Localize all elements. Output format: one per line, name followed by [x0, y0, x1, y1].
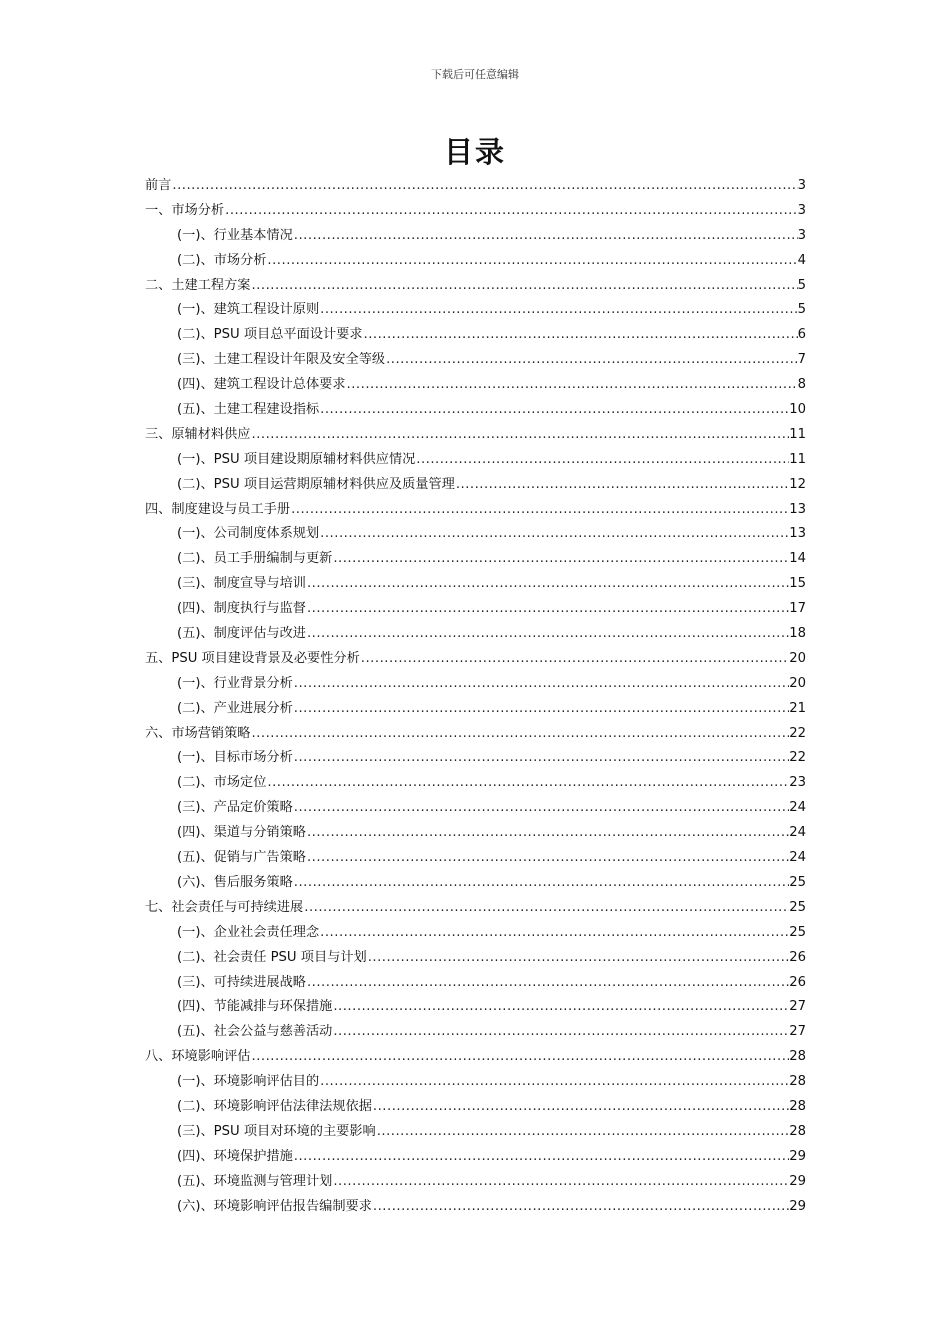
toc-leader-dots — [293, 746, 789, 771]
toc-leader-dots — [346, 373, 798, 398]
toc-entry[interactable] — [145, 547, 806, 572]
toc-entry-page: 10 — [789, 402, 806, 418]
toc-leader-dots — [319, 1070, 789, 1095]
toc-entry[interactable] — [145, 473, 806, 498]
toc-entry[interactable] — [145, 498, 806, 523]
toc-entry-page: 3 — [797, 178, 806, 193]
toc-entry-page: 3 — [797, 227, 806, 243]
toc-entry[interactable] — [145, 647, 806, 672]
toc-leader-dots — [372, 1095, 789, 1120]
toc-entry-label: 六、市场营销策略 — [145, 725, 251, 741]
toc-entry[interactable] — [145, 423, 806, 448]
toc-entry-label: (一)、建筑工程设计原则 — [177, 302, 320, 318]
toc-entry[interactable] — [145, 572, 806, 597]
toc-entry-label: (一)、目标市场分析 — [177, 750, 293, 766]
toc-entry[interactable] — [145, 1195, 806, 1220]
toc-entry-label: (四)、建筑工程设计总体要求 — [177, 377, 346, 393]
toc-entry[interactable] — [145, 697, 806, 722]
toc-entry[interactable] — [145, 274, 806, 299]
toc-entry[interactable] — [145, 1020, 806, 1045]
toc-leader-dots — [306, 971, 789, 996]
toc-leader-dots — [224, 199, 797, 224]
toc-leader-dots — [367, 946, 790, 971]
toc-entry-label: (二)、环境影响评估法律法规依据 — [177, 1098, 372, 1114]
toc-entry[interactable] — [145, 796, 806, 821]
toc-entry-page: 20 — [789, 675, 806, 691]
toc-entry[interactable] — [145, 746, 806, 771]
toc-entry-label: 七、社会责任与可持续进展 — [145, 899, 304, 915]
toc-entry-page: 28 — [789, 1049, 806, 1065]
toc-entry-label: (一)、PSU 项目建设期原辅材料供应情况 — [177, 451, 416, 467]
toc-entry-label: (二)、市场定位 — [177, 775, 267, 791]
toc-entry-label: (一)、行业基本情况 — [177, 227, 293, 243]
toc-leader-dots — [303, 896, 789, 921]
toc-entry[interactable] — [145, 1120, 806, 1145]
toc-leader-dots — [251, 423, 790, 448]
toc-entry-page: 24 — [789, 825, 806, 841]
toc-leader-dots — [293, 672, 789, 697]
toc-entry-page: 28 — [789, 1074, 806, 1090]
toc-entry-label: (二)、PSU 项目总平面设计要求 — [177, 327, 363, 343]
toc-entry-label: 三、原辅材料供应 — [145, 426, 251, 442]
toc-entry-label: (三)、产品定价策略 — [177, 800, 293, 816]
toc-leader-dots — [290, 498, 789, 523]
toc-entry-label: (一)、环境影响评估目的 — [177, 1074, 320, 1090]
toc-entry-label: (三)、制度宣导与培训 — [177, 576, 306, 592]
toc-leader-dots — [306, 821, 789, 846]
toc-entry-page: 23 — [789, 775, 806, 791]
toc-entry-page: 26 — [789, 949, 806, 965]
toc-leader-dots — [363, 323, 798, 348]
toc-entry-label: (四)、节能减排与环保措施 — [177, 999, 333, 1015]
toc-entry-label: (五)、促销与广告策略 — [177, 850, 306, 866]
table-of-contents — [145, 174, 806, 1219]
toc-leader-dots — [376, 1120, 790, 1145]
toc-entry-label: 四、制度建设与员工手册 — [145, 501, 291, 517]
toc-entry[interactable] — [145, 1145, 806, 1170]
toc-entry-label: (五)、土建工程建设指标 — [177, 402, 320, 418]
toc-entry-label: 五、PSU 项目建设背景及必要性分析 — [145, 650, 360, 666]
toc-leader-dots — [306, 572, 789, 597]
toc-entry-page: 6 — [797, 327, 806, 343]
toc-entry-page: 22 — [789, 725, 806, 741]
toc-leader-dots — [293, 697, 789, 722]
toc-entry-page: 29 — [789, 1148, 806, 1164]
toc-entry[interactable] — [145, 224, 806, 249]
toc-entry[interactable] — [145, 249, 806, 274]
toc-entry-page: 15 — [789, 576, 806, 592]
toc-entry-page: 27 — [789, 999, 806, 1015]
toc-entry-page: 24 — [789, 850, 806, 866]
toc-entry-page: 25 — [789, 924, 806, 940]
toc-leader-dots — [293, 796, 789, 821]
toc-entry-page: 24 — [789, 800, 806, 816]
toc-entry[interactable] — [145, 1070, 806, 1095]
toc-entry-label: (五)、社会公益与慈善活动 — [177, 1024, 333, 1040]
toc-entry-page: 5 — [797, 302, 806, 318]
toc-entry-page: 29 — [789, 1198, 806, 1214]
toc-entry[interactable] — [145, 348, 806, 373]
toc-entry-page: 5 — [797, 277, 806, 293]
toc-entry[interactable] — [145, 871, 806, 896]
toc-entry[interactable] — [145, 298, 806, 323]
toc-entry-page: 21 — [789, 700, 806, 716]
toc-entry-label: (四)、制度执行与监督 — [177, 601, 306, 617]
toc-entry-page: 28 — [789, 1098, 806, 1114]
toc-entry-label: (二)、PSU 项目运营期原辅材料供应及质量管理 — [177, 476, 455, 492]
toc-entry[interactable] — [145, 1170, 806, 1195]
toc-leader-dots — [306, 597, 789, 622]
toc-entry[interactable] — [145, 722, 806, 747]
toc-leader-dots — [332, 1170, 789, 1195]
toc-entry-label: (二)、市场分析 — [177, 252, 267, 268]
toc-entry-page: 4 — [797, 252, 806, 268]
toc-entry-label: (五)、制度评估与改进 — [177, 626, 306, 642]
toc-entry-page: 14 — [789, 551, 806, 567]
toc-entry-page: 13 — [789, 526, 806, 542]
toc-entry-page: 18 — [789, 626, 806, 642]
toc-entry[interactable] — [145, 771, 806, 796]
toc-entry-page: 25 — [789, 874, 806, 890]
toc-entry[interactable] — [145, 995, 806, 1020]
toc-entry[interactable] — [145, 946, 806, 971]
toc-leader-dots — [171, 174, 797, 199]
toc-leader-dots — [306, 622, 789, 647]
toc-entry[interactable] — [145, 1095, 806, 1120]
toc-entry-label: 一、市场分析 — [145, 202, 225, 218]
toc-entry-label: 二、土建工程方案 — [145, 277, 251, 293]
toc-leader-dots — [319, 522, 789, 547]
toc-leader-dots — [266, 249, 797, 274]
toc-leader-dots — [332, 1020, 789, 1045]
toc-entry-page: 12 — [789, 476, 806, 492]
toc-entry[interactable] — [145, 1045, 806, 1070]
toc-entry-page: 7 — [797, 352, 806, 368]
toc-entry[interactable] — [145, 672, 806, 697]
toc-entry-label: (三)、土建工程设计年限及安全等级 — [177, 352, 386, 368]
toc-entry-label: (二)、产业进展分析 — [177, 700, 293, 716]
toc-entry[interactable] — [145, 398, 806, 423]
toc-entry-label: (一)、公司制度体系规划 — [177, 526, 320, 542]
toc-entry[interactable] — [145, 597, 806, 622]
toc-entry-label: (四)、环境保护措施 — [177, 1148, 293, 1164]
toc-entry-label: (一)、企业社会责任理念 — [177, 924, 320, 940]
toc-leader-dots — [332, 995, 789, 1020]
toc-entry-page: 22 — [789, 750, 806, 766]
toc-entry[interactable] — [145, 199, 806, 224]
page-header: 下载后可任意编辑 — [431, 68, 519, 81]
toc-entry[interactable] — [145, 971, 806, 996]
toc-entry-page: 26 — [789, 974, 806, 990]
toc-leader-dots — [251, 722, 790, 747]
toc-leader-dots — [319, 298, 797, 323]
toc-entry-page: 8 — [797, 377, 806, 393]
toc-leader-dots — [360, 647, 789, 672]
toc-leader-dots — [332, 547, 789, 572]
toc-entry-label: (五)、环境监测与管理计划 — [177, 1173, 333, 1189]
toc-entry-page: 28 — [789, 1123, 806, 1139]
toc-leader-dots — [319, 398, 789, 423]
toc-entry-label: (二)、社会责任 PSU 项目与计划 — [177, 949, 367, 965]
toc-entry-page: 25 — [789, 899, 806, 915]
toc-entry-page: 20 — [789, 650, 806, 666]
toc-entry[interactable] — [145, 174, 806, 199]
toc-entry-page: 27 — [789, 1024, 806, 1040]
toc-entry[interactable] — [145, 846, 806, 871]
toc-leader-dots — [455, 473, 789, 498]
toc-entry[interactable] — [145, 373, 806, 398]
toc-entry-page: 11 — [789, 451, 806, 467]
toc-leader-dots — [306, 846, 789, 871]
toc-leader-dots — [415, 448, 789, 473]
toc-entry-label: (六)、环境影响评估报告编制要求 — [177, 1198, 372, 1214]
toc-entry-label: (二)、员工手册编制与更新 — [177, 551, 333, 567]
toc-entry-page: 17 — [789, 601, 806, 617]
toc-entry[interactable] — [145, 921, 806, 946]
toc-entry-label: (六)、售后服务策略 — [177, 874, 293, 890]
toc-leader-dots — [251, 274, 798, 299]
toc-entry[interactable] — [145, 323, 806, 348]
toc-entry-page: 11 — [789, 426, 806, 442]
toc-entry-label: 前言 — [145, 178, 172, 193]
toc-leader-dots — [293, 224, 798, 249]
toc-leader-dots — [293, 871, 789, 896]
toc-entry-label: (三)、PSU 项目对环境的主要影响 — [177, 1123, 376, 1139]
toc-entry-page: 13 — [789, 501, 806, 517]
toc-title: 目录 — [443, 135, 506, 169]
toc-entry[interactable] — [145, 448, 806, 473]
toc-entry-label: (三)、可持续进展战略 — [177, 974, 306, 990]
toc-entry-page: 3 — [797, 202, 806, 218]
toc-entry-label: 八、环境影响评估 — [145, 1049, 251, 1065]
toc-leader-dots — [385, 348, 798, 373]
toc-leader-dots — [251, 1045, 790, 1070]
toc-entry[interactable] — [145, 522, 806, 547]
toc-entry-page: 29 — [789, 1173, 806, 1189]
toc-entry-label: (一)、行业背景分析 — [177, 675, 293, 691]
toc-entry[interactable] — [145, 821, 806, 846]
toc-entry-label: (四)、渠道与分销策略 — [177, 825, 306, 841]
toc-leader-dots — [266, 771, 789, 796]
toc-entry[interactable] — [145, 622, 806, 647]
toc-leader-dots — [293, 1145, 789, 1170]
toc-leader-dots — [319, 921, 789, 946]
toc-leader-dots — [372, 1195, 789, 1220]
toc-entry[interactable] — [145, 896, 806, 921]
